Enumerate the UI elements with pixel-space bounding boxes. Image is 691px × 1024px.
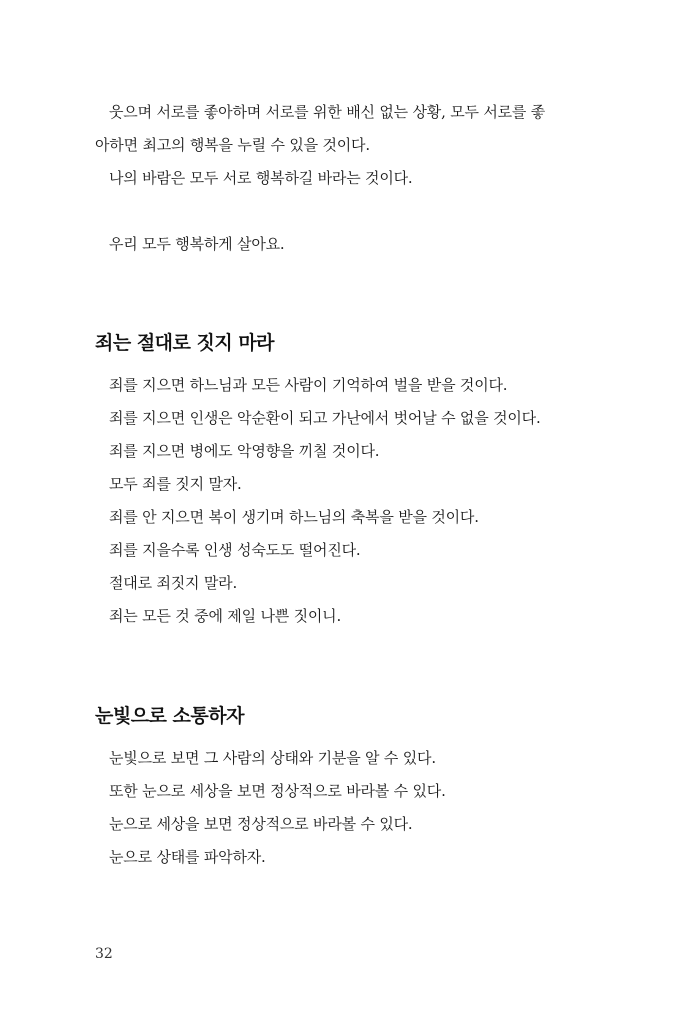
section-1-line: 죄를 지으면 인생은 악순환이 되고 가난에서 벗어날 수 없을 것이다. (109, 409, 541, 427)
intro-paragraph-line-1: 웃으며 서로를 좋아하며 서로를 위한 배신 없는 상황, 모두 서로를 좋 (109, 103, 546, 121)
intro-block (95, 96, 615, 261)
section-1-line: 죄를 지으면 하느님과 모든 사람이 기억하여 벌을 받을 것이다. (109, 376, 508, 394)
section-2-body (95, 742, 615, 874)
section-2-line: 또한 눈으로 세상을 보면 정상적으로 바라볼 수 있다. (109, 782, 446, 800)
section-1-line: 모두 죄를 짓지 말자. (109, 475, 242, 493)
section-1-line: 죄를 안 지으면 복이 생기며 하느님의 축복을 받을 것이다. (109, 508, 479, 526)
intro-paragraph-line-4: 우리 모두 행복하게 살아요. (109, 235, 285, 253)
section-1-heading: 죄는 절대로 짓지 마라 (95, 332, 275, 354)
section-1-line: 죄를 지으면 병에도 악영향을 끼칠 것이다. (109, 442, 380, 460)
intro-paragraph-line-3: 나의 바람은 모두 서로 행복하길 바라는 것이다. (109, 169, 413, 187)
section-2-heading: 눈빛으로 소통하자 (95, 705, 244, 727)
section-1-body (95, 369, 615, 633)
section-2-line: 눈으로 상태를 파악하자. (109, 848, 266, 866)
page-number: 32 (95, 946, 113, 962)
section-2-line: 눈으로 세상을 보면 정상적으로 바라볼 수 있다. (109, 815, 413, 833)
intro-paragraph-line-2: 아하면 최고의 행복을 누릴 수 있을 것이다. (95, 136, 370, 154)
section-1-line: 죄는 모든 것 중에 제일 나쁜 짓이니. (109, 607, 342, 625)
section-2-line: 눈빛으로 보면 그 사람의 상태와 기분을 알 수 있다. (109, 749, 436, 767)
section-1-line: 절대로 죄짓지 말라. (109, 574, 238, 592)
section-1-line: 죄를 지을수록 인생 성숙도도 떨어진다. (109, 541, 361, 559)
